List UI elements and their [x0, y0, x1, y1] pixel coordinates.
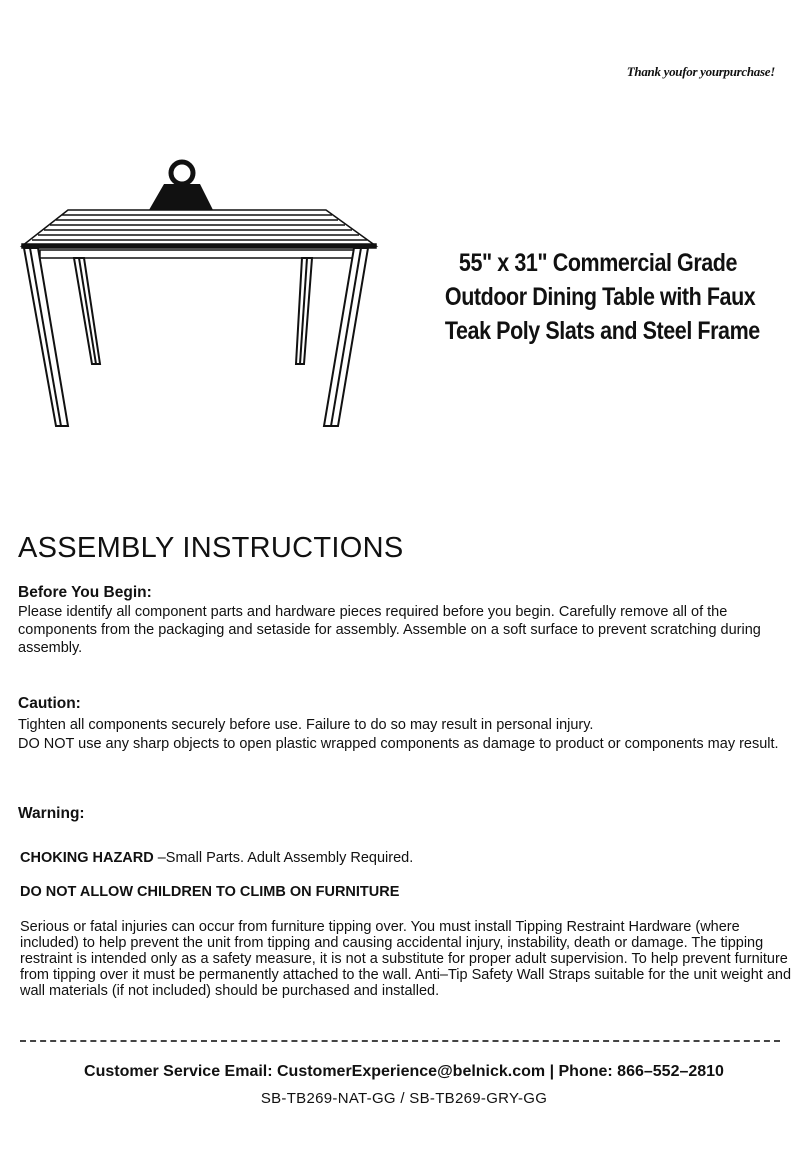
- product-title: [444, 246, 760, 348]
- before-you-begin-text: Please identify all component parts and hardware pieces required before you begin. Carefully remove all of the components from the packaging and setaside for assembly. Assemble on a soft surface to prevent scratching during assembly.: [18, 604, 761, 656]
- customer-service-contact: Customer Service Email: CustomerExperience@belnick.com | Phone: 866–552–2810: [84, 1063, 724, 1080]
- caution-line-2: DO NOT use any sharp objects to open plastic wrapped components as damage to product or components may result.: [18, 736, 779, 752]
- no-climb-warning: DO NOT ALLOW CHILDREN TO CLIMB ON FURNITURE: [20, 884, 400, 900]
- product-title-line-3: Teak Poly Slats and Steel Frame: [444, 317, 760, 345]
- before-you-begin-heading: Before You Begin:: [18, 584, 152, 601]
- assembly-instructions-heading: ASSEMBLY INSTRUCTIONS: [18, 532, 404, 564]
- product-title-line-2: Outdoor Dining Table with Faux: [444, 283, 756, 311]
- table-illustration: [18, 158, 388, 438]
- caution-line-1: Tighten all components securely before use. Failure to do so may result in personal injury.: [18, 717, 594, 733]
- tipping-warning-text: Serious or fatal injuries can occur from furniture tipping over. You must install Tipping Restraint Hardware (where included) to help prevent the unit from tipping and causing accidental injury, instability, death or damage. The tipping restraint is intended only as a safety measure, it is not a substitute for proper adult supervision. To help prevent furniture from tipping over it must be permanently attached to the wall. Anti–Tip Safety Wall Straps suitable for the unit weight and wall materials (if not included) should be purchased and installed.: [20, 919, 792, 999]
- table-top: [22, 210, 376, 258]
- choking-hazard-text: –Small Parts. Adult Assembly Required.: [153, 850, 414, 866]
- choking-hazard-label: CHOKING HAZARD: [20, 850, 154, 866]
- divider: [20, 1040, 780, 1042]
- warning-heading: Warning:: [18, 805, 85, 822]
- caution-heading: Caution:: [18, 695, 81, 712]
- sku-numbers: SB-TB269-NAT-GG / SB-TB269-GRY-GG: [260, 1090, 548, 1107]
- choking-hazard-notice: [20, 850, 413, 866]
- product-title-line-1: 55" x 31" Commercial Grade: [458, 249, 738, 277]
- table-legs: [24, 248, 368, 426]
- thank-you-note: Thank youfor yourpurchase!: [626, 64, 775, 79]
